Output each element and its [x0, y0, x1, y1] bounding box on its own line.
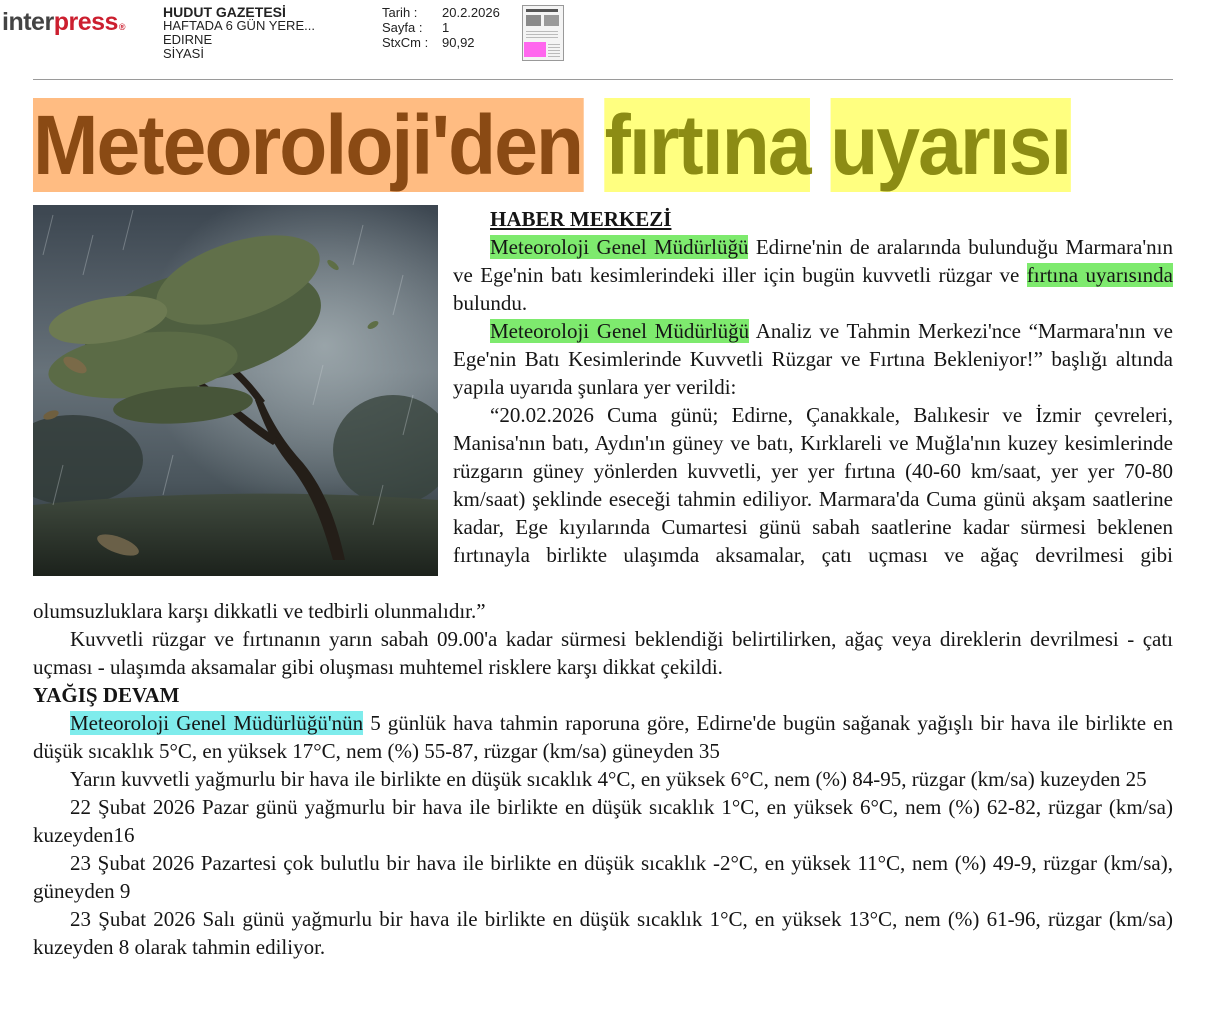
mgm-highlight-3: Meteoroloji Genel Müdürlüğü'nün [70, 711, 364, 735]
headline-word-firtina: fırtına [604, 98, 810, 192]
stxcm-value: 90,92 [442, 35, 475, 50]
page-label: Sayfa : [382, 20, 423, 35]
paragraph-3-continued: olumsuzluklara karşı dikkatli ve tedbirli olunmalıdır.” [33, 599, 486, 623]
storm-tree-photo [33, 205, 438, 576]
paragraph-5-text: 5 günlük hava tahmin raporuna göre, Edirne'de bugün sağanak yağışlı bir hava ile birlikte en düşük sıcaklık 5°C, en yüksek 17°C, nem (%) 55-87, rüzgar (km/sa) güneyden 35 [33, 711, 1173, 763]
headline-word-uyarisi: uyarısı [830, 98, 1071, 192]
forecast-feb-22: 22 Şubat 2026 Pazar günü yağmurlu bir hava ile birlikte en düşük sıcaklık 1°C, en yüksek 6°C, nem (%) 62-82, rüzgar (km/sa) kuzeyden16 [33, 795, 1173, 847]
logo-inter-text: inter [2, 8, 54, 36]
clipping-meta [382, 5, 500, 50]
stxcm-label: StxCm : [382, 35, 429, 50]
date-value: 20.2.2026 [442, 5, 500, 20]
forecast-feb-23: 23 Şubat 2026 Pazartesi çok bulutlu bir hava ile birlikte en düşük sıcaklık -2°C, en yüksek 11°C, nem (%) 49-9, rüzgar (km/sa), güneyden 9 [33, 851, 1173, 903]
paragraph-2 [453, 317, 1173, 401]
forecast-feb-24: 23 Şubat 2026 Salı günü yağmurlu bir hava ile birlikte en düşük sıcaklık 1°C, en yüksek 13°C, nem (%) 61-96, rüzgar (km/sa) kuzeyden 8 olarak tahmin ediliyor. [33, 907, 1173, 959]
article-column-full [33, 597, 1173, 961]
date-label: Tarih : [382, 5, 418, 20]
logo-press-text: press [53, 8, 118, 36]
page-thumbnail[interactable] [522, 5, 564, 61]
headline [33, 90, 1070, 200]
interpress-logo [2, 8, 125, 37]
paragraph-4: Kuvvetli rüzgar ve fırtınanın yarın sabah 09.00'a kadar sürmesi beklendiği belirtilirken, ağaç veya direklerin devrilmesi - çatı uçması - ulaşımda aksamalar gibi oluşması muhtemel risklere karşı dikkat çekildi. [33, 627, 1173, 679]
publication-info [163, 5, 315, 61]
page-row [382, 20, 500, 35]
publication-frequency: HAFTADA 6 GÜN YERE... [163, 18, 315, 33]
publication-category: SİYASİ [163, 46, 204, 61]
header-divider [33, 79, 1173, 80]
forecast-tomorrow: Yarın kuvvetli yağmurlu bir hava ile birlikte en düşük sıcaklık 4°C, en yüksek 6°C, nem (%) 84-95, rüzgar (km/sa) kuzeyden 25 [70, 767, 1147, 791]
mgm-highlight-1: Meteoroloji Genel Müdürlüğü [490, 235, 749, 259]
paragraph-1-text: Edirne'nin de aralarında bulunduğu Marmara'nın ve Ege'nin batı kesimlerindeki iller için bugün kuvvetli rüzgar ve [453, 235, 1173, 287]
paragraph-5 [33, 709, 1173, 765]
logo-registered-mark: ® [118, 22, 126, 32]
paragraph-3: “20.02.2026 Cuma günü; Edirne, Çanakkale, Balıkesir ve İzmir çevreleri, Manisa'nın batı, Aydın'ın güney ve batı, Kırklareli ve Muğla'nın kuzey kesimlerinde rüzgarın güney yönlerden kuvvetli, yer yer fırtına (40-60 km/saat, yer yer 70-80 km/saat) şeklinde eseceği tahmin ediliyor. Marmara'da Cuma günü akşam saatlerine kadar, Ege kıyılarında Cumartesi günü sabah saatlerine kadar sürmesi beklenen fırtınayla birlikte ulaşımda aksamalar, çatı uçması ve ağaç devrilmesi gibi [453, 403, 1173, 567]
paragraph-1-end: bulundu. [453, 291, 528, 315]
date-row [382, 5, 500, 20]
stxcm-row [382, 35, 500, 50]
subheading-yagis-devam: YAĞIŞ DEVAM [33, 683, 180, 707]
publication-city: EDIRNE [163, 32, 213, 47]
headline-word-meteoroloji: Meteoroloji'den [33, 98, 583, 192]
mgm-highlight-2: Meteoroloji Genel Müdürlüğü [490, 319, 750, 343]
article-column-right [453, 205, 1173, 569]
page-value: 1 [442, 20, 450, 35]
paragraph-2-text: Analiz ve Tahmin Merkezi'nce “Marmara'nın ve Ege'nin Batı Kesimlerinde Kuvvetli Rüzgar ve Fırtına Bekleniyor!” başlığı altında yapıla uyarıda şunlara yer verildi: [453, 319, 1173, 399]
firtina-uyarisi-highlight: fırtına uyarısında [1026, 263, 1173, 287]
publication-name: HUDUT GAZETESİ [163, 4, 286, 20]
byline: HABER MERKEZİ [490, 207, 672, 231]
paragraph-1 [453, 233, 1173, 317]
